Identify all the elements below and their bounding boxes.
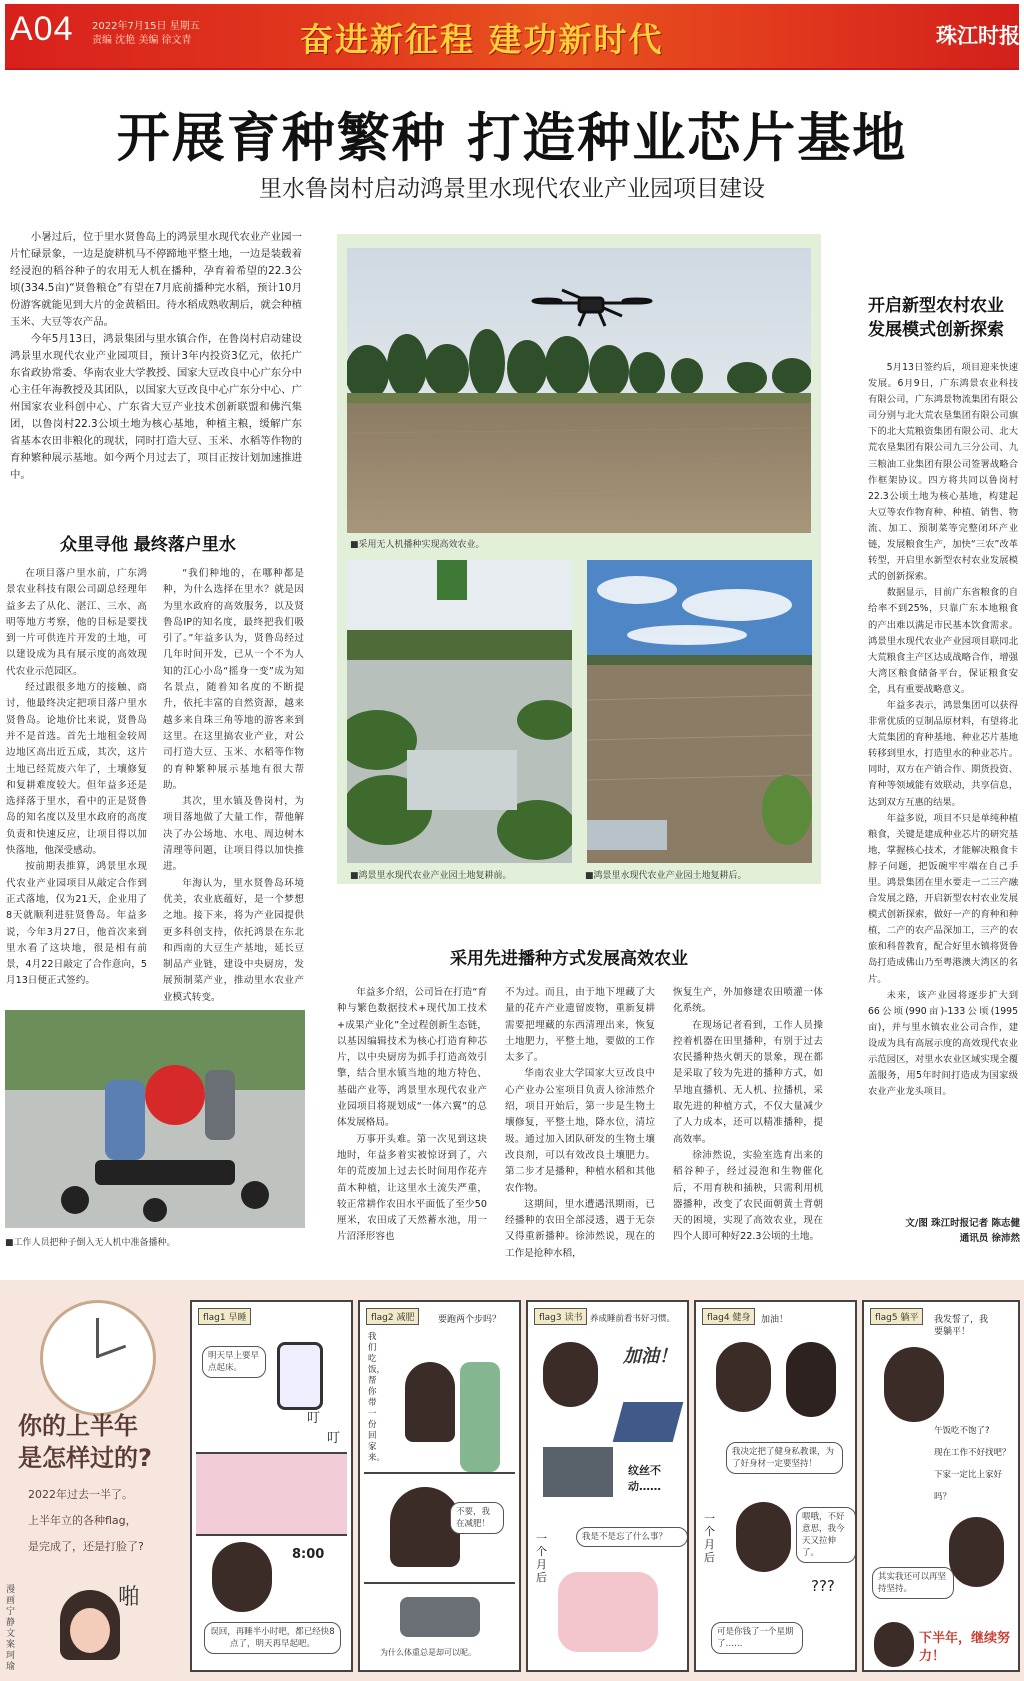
paragraph: 年益多介绍，公司旨在打造“育种与繁色数据技术+现代加工技术+成果产业化”全过程创新生态链，以基因编辑技术为核心打造育种芯片，以中央厨房为抓手打造高效引擎，结合里水镇当地的地方特色、基础产业等，鸿景里水现代农业产业园项目将规划成“一体六翼”的总体发展格局。 (337, 987, 487, 1129)
character-head-icon (786, 1342, 836, 1417)
speech-bubble: 喂哦，不好意思，我今天又拉伸了。 (796, 1507, 856, 1563)
phone-icon (277, 1342, 323, 1410)
heading-line: 发展模式创新探索 (868, 320, 1004, 340)
paragraph: 经过跟很多地方的接触、商讨，他最终决定把项目落户里水贤鲁岛。论地价比来说，贤鲁岛并不是首选。首先土地租金较周边地区高出近五成，其次，这片土地已经荒废六年了，土壤修复和复耕难度较大。但年益多还是选择落于里水，看中的正是贤鲁岛的知名度以及里水政府的高度负责和快速反应，让项目得以加快落地，他深受感动。 (6, 682, 147, 857)
newspaper-logo: 珠江时报 (936, 23, 1020, 48)
speech-bubble: 我发誓了，我要躺平！ (934, 1315, 989, 1337)
issue-date: 2022年7月15日 星期五 (92, 21, 200, 32)
section2-column-1 (337, 985, 487, 1246)
section3-column (868, 360, 1018, 1100)
character-body-icon (460, 1362, 500, 1472)
byline (890, 1216, 1020, 1246)
comic-panel (694, 1300, 857, 1672)
comic-intro-line: 2022年过去一半了。 (28, 1488, 133, 1501)
character-head-icon (60, 1590, 120, 1660)
section2-column-3 (673, 985, 823, 1246)
caption-text: 为什么体重总是却可以呢。 (380, 1648, 476, 1657)
paragraph: 恢复生产，外加修建农田喷灌一体化系统。 (673, 987, 823, 1015)
speech-bubble: 不要，我在减肥！ (450, 1502, 504, 1534)
comic-title (18, 1410, 152, 1474)
character-head-icon (874, 1622, 914, 1667)
photo-caption: ■鸿景里水现代农业产业园土地复耕前。 (350, 871, 512, 881)
speech-bubble: 我是不是忘了什么事？ (576, 1527, 688, 1547)
character-head-icon (543, 1342, 598, 1407)
heading-line: 开启新型农村农业 (868, 296, 1004, 316)
thought-line: 午饭吃不饱了? (934, 1426, 990, 1436)
section1-column-2 (163, 566, 304, 1006)
paragraph: 年益多说，项目不只是单纯种植粮食，关键是建成种业芯片的研究基地，掌握核心技术，才能解决粮食卡脖子问题，把饭碗牢牢端在自己手里。鸿景集团在里水要走一二三产融合发展之路，开启新型农村农业发展模式创新探索，做好一产的育种和种植，二产的农产品深加工，三产的农旅和科普教育，配合好里水镇将贤鲁岛打造成佛山乃至粤港澳大湾区的名片。 (868, 812, 1018, 985)
pillow-scene (558, 1572, 658, 1652)
paragraph: 不为过。而且，由于地下埋藏了大量的花卉产业遗留废物，重新复耕需要把埋藏的东西清理出来，恢复土地肥力，平整土地，要做的工作太多了。 (505, 987, 655, 1064)
panel-tag: flag5 躺平 (870, 1308, 923, 1325)
speech-bubble: 可是你钱了一个星期了…… (711, 1622, 803, 1654)
article-title: 开展育种繁种 打造种业芯片基地 (116, 108, 908, 169)
panel-tag: flag1 早睡 (198, 1308, 251, 1325)
character-head-icon (212, 1542, 272, 1612)
section-heading: 众里寻他 最终落户里水 (60, 535, 236, 555)
section1-column-1 (6, 566, 147, 990)
time-caption: 一个月后 (704, 1512, 715, 1564)
character-head-icon (884, 1347, 944, 1422)
comic-intro-line: 是完成了，还是打脸了? (28, 1540, 144, 1553)
caption-text: 纹丝不动…… (628, 1464, 661, 1493)
paragraph: 未来，该产业园将逐步扩大到66公顷(990亩)-133公顷(1995亩)，并与里水镇农业公司合作，建设成为具有高展示度的高效现代农业示范园区，对里水农业区域实现全覆盖服务，用5年时间打造成为国家级农业产业龙头项目。 (868, 989, 1018, 1098)
scale-icon (400, 1597, 480, 1637)
paragraph: 5月13日签约后，项目迎来快速发展。6月9日，广东鸿景农业科技有限公司，广东鸿景物流集团有限公司分别与北大荒农垦集团有限公司旗下的北大荒粮资集团有限公司、北大荒农垦集团有限公司九三分公司、九三粮油工业集团有限公司签署战略合作框架协议。四方将共同以鲁岗村22.3公顷土地为核心基地，构建起大豆等农作物育种、种植、销售、物流、加工、预制菜等完整闭环产业链，发展粮食生产，加快“三农”改革转型，开启里水新型农村农业发展模式的创新探索。 (868, 362, 1018, 583)
page-number: A04 (10, 10, 74, 48)
character-head-icon (949, 1517, 1004, 1587)
before-photo (347, 560, 572, 863)
article-subtitle: 里水鲁岗村启动鸿景里水现代农业产业园项目建设 (259, 176, 765, 202)
header-rule (5, 68, 1019, 70)
paragraph: 年海认为，里水贤鲁岛环境优美，农业底蕴好，是一个梦想之地。接下来，将为产业园提供更多科创支持，依托鸿景在东北和西南的大豆生产基地，延长豆制品产业链，建设中央厨房，发展预制菜产业，推动里水农业产业模式转变。 (163, 877, 304, 1003)
comic-panel (862, 1300, 1020, 1672)
comic-ending: 下半年，继续努力！ (919, 1631, 1011, 1664)
character-head-icon (405, 1362, 455, 1442)
photo-caption: ■采用无人机播种实现高效农业。 (350, 540, 485, 550)
intro-text (10, 229, 302, 484)
speech-bubble: 要跑两个步吗？ (438, 1315, 502, 1325)
header-slogan: 奋进新征程 建功新时代 (300, 20, 664, 59)
paragraph: 华南农业大学国家大豆改良中心产业办公室项目负责人徐沛然介绍，项目开始后，第一步是生物土壤修复，平整土地，降水位，清垃圾。通过加入团队研发的生物土壤改良剂，可以有效改良土壤肥力。第二步才是播种，种植水稻和其他农作物。 (505, 1068, 655, 1194)
section-heading: 采用先进播种方式发展高效农业 (450, 949, 688, 969)
clock-time: 8:00 (292, 1547, 325, 1562)
header-info (92, 20, 200, 48)
speech-bubble: 明天早上要早点起床。 (202, 1346, 266, 1378)
comic-title-line: 你的上半年 (18, 1412, 138, 1440)
drone-photo (347, 248, 811, 533)
comic-intro-line: 上半年立的各种flag， (28, 1514, 137, 1527)
panel-tag: flag4 健身 (702, 1308, 755, 1325)
time-caption: 一个月后 (536, 1532, 547, 1584)
paragraph: “我们种地的，在哪种都是种，为什么选择在里水？就是因为里水政府的高效服务，以及贤鲁岛IP的知名度，最终把我们吸引了。”年益多认为，贤鲁岛经过几年时间开发，已从一个不为人知的江心小岛“摇身一变”成为知名景点，随着知名度的不断提升，依托丰富的自然资源，越来越多来自珠三角等地的游客来到这里。在这里搞农业产业，对公司打造大豆、玉米、水稻等作物的育种繁种展示基地有很大帮助。 (163, 568, 304, 791)
editors: 责编 沈艳 美编 徐文青 (92, 35, 192, 46)
thought-list (934, 1420, 1018, 1508)
speech-bubble: 我决定把了健身私教课，为了好身材一定要坚持！ (726, 1442, 843, 1474)
comic-intro (28, 1482, 144, 1560)
panel-tag: flag2 减肥 (366, 1308, 419, 1325)
comic-panel (358, 1300, 521, 1672)
paragraph: 年益多表示，鸿景集团可以获得非常优质的豆制品原材料，有望将北大荒集团的育种基地、种业芯片基地转移到里水，打造里水的种业芯片。同时，双方在产销合作、期货投资、育种等领域能有效联动，共享信息，达到双方互惠的结果。 (868, 699, 1018, 808)
paragraph: 其次，里水镇及鲁岗村，为项目落地做了大量工作，帮他解决了办公场地、水电、周边树木清理等问题，让项目得以加快推进。 (163, 796, 304, 873)
intro-paragraph: 今年5月13日，鸿景集团与里水镇合作，在鲁岗村启动建设鸿景里水现代农业产业园项目，预计3年内投资3亿元，依托广东省政协常委、华南农业大学教授、国家大豆改良中心广东分中心主任年海教授及其团队，以国家大豆改良中心广东分中心、广州国家农业科创中心、广东省大豆产业技术创新联盟和佛汽集团，以鲁岗村22.3公顷土地为核心基地，种植主粮，缓解广东省基本农田非粮化的现状，同时打造大豆、玉米、水稻等作物的育种繁种展示基地。如今两个月过去了，项目正按计划加速推进中。 (10, 333, 302, 481)
speech-bubble: 其实我还可以再坚持坚持。 (872, 1567, 954, 1599)
after-photo (587, 560, 812, 863)
comic-credit: 漫画 宁静 文案 珂瑜 (6, 1585, 16, 1672)
speech-bubble: 养成睡前看书好习惯。 (590, 1314, 676, 1324)
speech-bubble: 加油！ (761, 1315, 789, 1325)
cheer-text: 加油！ (623, 1346, 677, 1367)
paragraph: 数据显示，目前广东省粮食的自给率不到25%，只靠广东本地粮食的产出难以满足市民基本饮食需求。鸿景里水现代农业产业园项目联同北大荒粮食主产区达成战略合作，增强大湾区粮食储备平台，保证粮食安全，具有重要战略意义。 (868, 587, 1018, 695)
panel-tag: flag3 读书 (534, 1308, 587, 1325)
paragraph: 万事开头难。第一次见到这块地时，年益多着实被惊讶到了，六年的荒废加上过去长时间用作花卉苗木种植，让这里水土流失严重，较正常耕作农田水平面低了至少50厘米，农田成了天然蓄水池，用一片沼泽形容也 (337, 1133, 487, 1243)
sfx-text: 叮 (307, 1411, 321, 1426)
thought-line: 现在工作不好找吧？ (934, 1448, 1011, 1458)
books-icon (613, 1402, 684, 1442)
section2-column-2 (505, 985, 655, 1262)
paragraph: 这期间，里水遭遇汛期雨，已经播种的农田全部浸透，遇于无奈又得重新播种。徐沛然说，现在的工作是抢种水稻， (505, 1198, 655, 1259)
paragraph: 徐沛然说，实验室选育出来的稻谷种子，经过浸泡和生物催化后，不用育秧和插秧，只需利用机器播种，改变了农民面朝黄土背朝天的困境，实现了高效农业，现在四个人即可种好22.3公顷的土地。 (673, 1149, 823, 1243)
intro-paragraph: 小暑过后，位于里水贤鲁岛上的鸿景里水现代农业产业园一片忙碌景象，一边是旋耕机马不停蹄地平整土地，一边是装载着经浸泡的稻谷种子的农用无人机在播种，孕育着希望的22.3公顷(334.5亩)“贤鲁粮仓”有望在7月底前播种完水稻，预计10月份游客就能见到大片的金黄稻田。待水稻成熟收割后，就会种植玉米、大豆等农产品。 (10, 231, 302, 328)
workers-photo (5, 1010, 305, 1228)
byline-reporter: 文/图 珠江时报记者 陈志健 (905, 1218, 1020, 1229)
clock-icon (40, 1300, 156, 1416)
section-heading (868, 294, 1018, 342)
paragraph: 在现场记者看到，工作人员操控着机器在田里播种，有别于过去农民播种热火朝天的景象，现在都是采取了较为先进的播种方式，如旱地直播机、无人机、拉播机，采取先进的种植方式，不仅大量减少了人力成本，还可以精准播种，提高效率。 (673, 1019, 823, 1145)
books-icon (543, 1447, 613, 1497)
bed-scene (196, 1452, 347, 1536)
comic-title-line: 是怎样过的? (18, 1444, 152, 1472)
photo-caption: ■鸿景里水现代农业产业园土地复耕后。 (585, 871, 747, 881)
sfx-text: ??? (811, 1577, 835, 1595)
divider (364, 1472, 515, 1474)
character-head-icon (716, 1342, 771, 1412)
byline-correspondent: 通讯员 徐沛然 (959, 1233, 1020, 1244)
comic-sfx: 啪 (118, 1585, 141, 1610)
character-head-icon (736, 1502, 791, 1572)
comic-panel (526, 1300, 689, 1672)
paragraph: 在项目落户里水前，广东鸿景农业科技有限公司副总经理年益多去了从化、湛江、三水、高明等地方考察，他的目标是要找到一片可供连片开发的土地，可以建设成为具有展示度的高效现代农业示范园区。 (6, 568, 147, 677)
sfx-text: 叮 (327, 1431, 341, 1446)
photo-caption: ■工作人员把种子倒入无人机中准备播种。 (5, 1238, 176, 1248)
speech-bubble: 我们吃饭，帮你带一份回家来。 (368, 1332, 386, 1463)
comic-panel (190, 1300, 353, 1672)
thought-line: 下家一定比上家好吗？ (934, 1470, 1003, 1502)
divider (364, 1582, 515, 1584)
paragraph: 按前期表推算，鸿景里水现代农业产业园项目从敲定合作到正式落地，仅为21天，企业用了8天就顺利进驻贤鲁岛。年益多说，今年3月27日，他首次来到里水看了这块地，很是相有前景，4月22日敲定了合作意向，5月13日便正式签约。 (6, 861, 147, 987)
speech-bubble: 误回，再睡半小时吧，都已经快8点了，明天再早起吧。 (204, 1622, 341, 1654)
